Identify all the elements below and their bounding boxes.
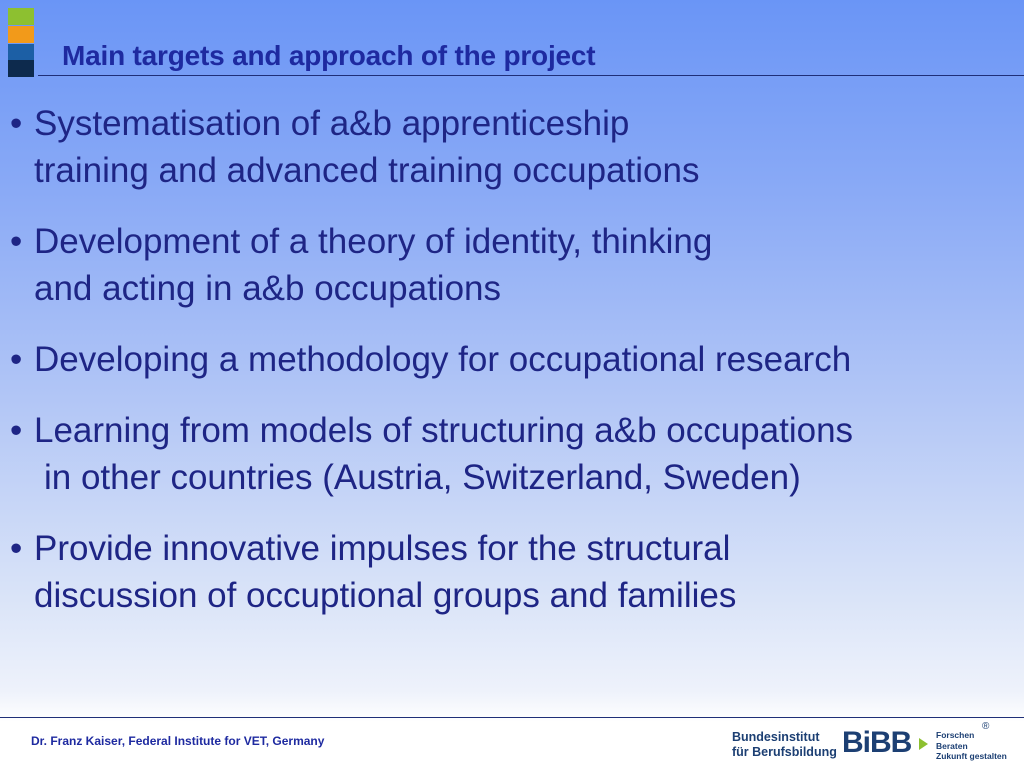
footer-divider <box>0 717 1024 718</box>
logo-institute-name <box>732 730 837 760</box>
green-color-block <box>8 8 34 25</box>
logo-arrow-icon <box>919 738 928 750</box>
registered-trademark-icon: ® <box>982 721 990 732</box>
bullet-symbol: • <box>10 529 23 568</box>
bullet-item <box>10 218 1010 312</box>
logo-slogan-line: Beraten <box>936 740 968 751</box>
bullet-line: Learning from models of structuring a&b occupations <box>34 411 854 450</box>
logo-slogan-line: Zukunft gestalten <box>936 751 1007 761</box>
logo-slogan <box>936 730 1007 762</box>
bullet-line: discussion of occuptional groups and families <box>34 576 737 615</box>
bullet-line: Provide innovative impulses for the structural <box>34 529 731 568</box>
bullet-line: and acting in a&b occupations <box>34 269 501 308</box>
bullet-line: training and advanced training occupations <box>34 151 700 190</box>
bullet-symbol: • <box>10 411 23 450</box>
logo-slogan-line: Forschen <box>936 730 975 740</box>
bullet-list <box>10 100 1010 643</box>
logo-institute-line: Bundesinstitut <box>732 730 820 744</box>
bullet-item <box>10 407 1010 501</box>
bibb-logo <box>732 722 1017 764</box>
slide-title: Main targets and approach of the project <box>62 40 596 71</box>
bullet-line: Developing a methodology for occupational research <box>34 340 852 379</box>
bullet-line: in other countries (Austria, Switzerland, Sweden) <box>44 458 801 497</box>
bullet-line: Development of a theory of identity, thinking <box>34 222 713 261</box>
logo-mark: BiBB <box>842 726 912 759</box>
logo-institute-line: für Berufsbildung <box>732 745 837 759</box>
bullet-item <box>10 100 1010 194</box>
bullet-symbol: • <box>10 222 23 261</box>
orange-color-block <box>8 26 34 43</box>
bullet-symbol: • <box>10 104 23 143</box>
navy-color-block <box>8 60 34 77</box>
title-divider <box>38 75 1024 76</box>
bullet-symbol: • <box>10 340 23 379</box>
bullet-item <box>10 525 1010 619</box>
footer-author: Dr. Franz Kaiser, Federal Institute for VET, Germany <box>31 734 325 748</box>
blue-color-block <box>8 44 34 61</box>
bullet-item <box>10 336 1010 383</box>
bullet-line: Systematisation of a&b apprenticeship <box>34 104 630 143</box>
